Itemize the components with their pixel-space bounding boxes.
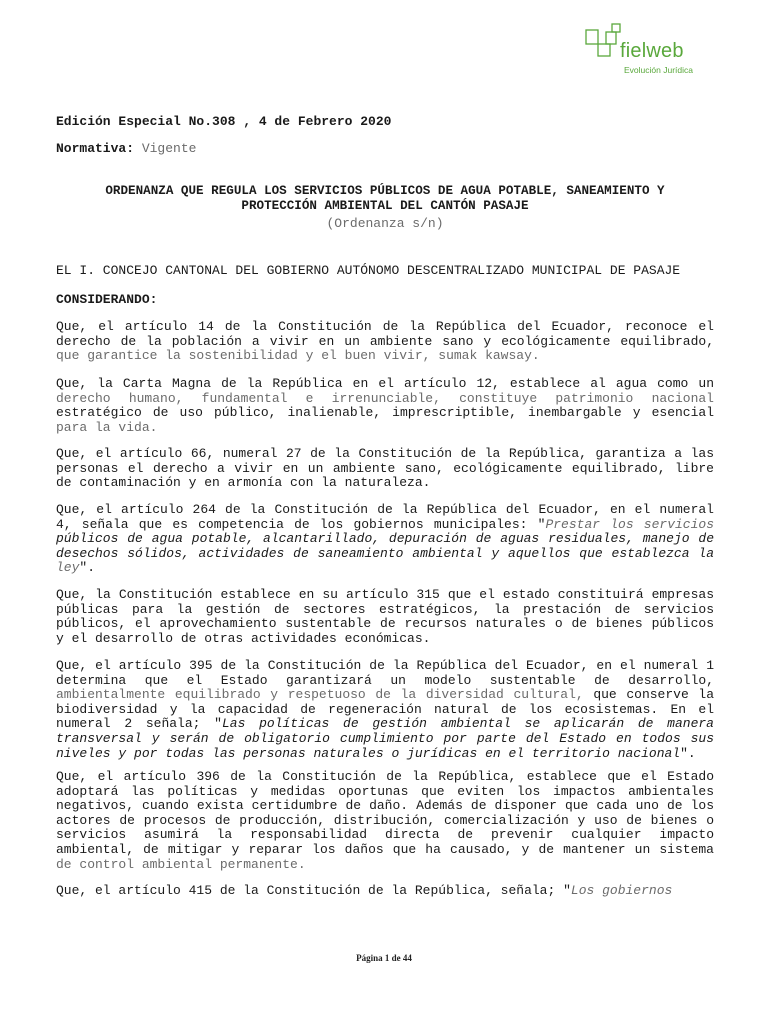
- paragraph-2: [56, 377, 714, 435]
- title-line-1: ORDENANZA QUE REGULA LOS SERVICIOS PÚBLICOS DE AGUA POTABLE, SANEAMIENTO Y: [105, 184, 665, 198]
- p4-quote: públicos de agua potable, alcantarillado, depuración de aguas residuales, manejo de desechos sólidos, actividades de saneamiento ambiental y aquellos que establezca la: [56, 531, 714, 561]
- paragraph-1: [56, 320, 714, 364]
- p2-text-gray-2: para la vida.: [56, 419, 158, 435]
- p4-text: Que, el artículo 264 de la Constitución de la República del Ecuador, en el numeral 4, señala que es competencia de los gobiernos municipales: ": [56, 502, 714, 532]
- logo-tagline: Evolución Jurídica: [624, 65, 693, 75]
- paragraph-4: [56, 503, 714, 576]
- title-line-2: PROTECCIÓN AMBIENTAL DEL CANTÓN PASAJE: [241, 198, 529, 213]
- page-number: Página 1 de 44: [356, 953, 412, 963]
- p6-text: Que, el artículo 395 de la Constitución de la República del Ecuador, en el numeral 1 determina que el Estado garantizará un modelo sustentable de desarrollo,: [56, 658, 714, 688]
- normativa-value: Vigente: [141, 141, 197, 156]
- p6-text-2: que conserve la biodiversidad y la capacidad de regeneración natural de los ecosistemas. En el numeral 2 señala; ": [56, 687, 714, 732]
- p2-text-gray: derecho humano, fundamental e irrenunciable, constituye patrimonio nacional: [56, 390, 714, 406]
- p2-text-2: estratégico de uso público, inalienable, imprescriptible, inembargable y esencial: [56, 405, 714, 421]
- p1-text: Que, el artículo 14 de la Constitución de la República del Ecuador, reconoce el derecho de la población a vivir en un ambiente sano y ecológicamente equilibrado,: [56, 319, 714, 349]
- p6-close: ".: [680, 745, 696, 761]
- p4-close: ".: [79, 560, 96, 576]
- document-title: [56, 184, 714, 213]
- normativa-label: Normativa:: [56, 141, 135, 156]
- normativa-line: [56, 142, 714, 157]
- paragraph-7: [56, 770, 714, 872]
- paragraph-5: Que, la Constitución establece en su artículo 315 que el estado constituirá empresas públicas para la gestión de sectores estratégicos, la prestación de servicios públicos, el aprovechamiento sustentable de recursos naturales o de bienes públicos y el desarrollo de otras actividades económicas.: [56, 587, 714, 646]
- paragraph-6: [56, 659, 714, 761]
- paragraph-3: Que, el artículo 66, numeral 27 de la Constitución de la República, garantiza a las personas el derecho a vivir en un ambiente sano, ecológicamente equilibrado, libre de contaminación y en armonía con la naturaleza.: [56, 446, 714, 491]
- paragraph-8: [56, 884, 714, 899]
- p4-quote-gray: Prestar los servicios: [545, 516, 715, 532]
- fielweb-logo: [584, 22, 704, 78]
- p8-quote: Los gobiernos: [570, 883, 673, 898]
- considerando-heading: CONSIDERANDO:: [56, 292, 158, 307]
- logo-name: fielweb: [620, 40, 684, 62]
- document-subtitle: (Ordenanza s/n): [326, 216, 444, 231]
- p4-quote-end: ley: [56, 560, 80, 576]
- p7-text: Que, el artículo 396 de la Constitución de la República, establece que el Estado adoptará las políticas y medidas oportunas que eviten los impactos ambientales negativos, cuando exista certidumbre de daño. Además de disponer que cada uno de los actores de procesos de producción, distribución, comercialización y uso de bienes o servicios asumirá la responsabilidad directa de prevenir cualquier impacto ambiental, de mitigar y reparar los daños que ha causado, y de mantener un sistema: [56, 769, 714, 857]
- concejo-heading: EL I. CONCEJO CANTONAL DEL GOBIERNO AUTÓNOMO DESCENTRALIZADO MUNICIPAL DE PASAJE: [56, 263, 681, 278]
- p6-quote: Las políticas de gestión ambiental se aplicarán de manera transversal y serán de obligatorio cumplimiento por parte del Estado en todos sus niveles y por todas las personas naturales o jurídicas en el territorio nacional: [56, 716, 714, 761]
- edition-line: Edición Especial No.308 , 4 de Febrero 2020: [56, 114, 392, 129]
- p8-text: Que, el artículo 415 de la Constitución de la República, señala; ": [56, 883, 571, 898]
- p7-text-gray: de control ambiental permanente.: [56, 856, 306, 872]
- p2-text: Que, la Carta Magna de la República en el artículo 12, establece al agua como un: [56, 376, 714, 391]
- p6-text-gray: ambientalmente equilibrado y respetuoso de la diversidad cultural,: [56, 687, 584, 703]
- p1-text-gray: que garantice la sostenibilidad y el buen vivir, sumak kawsay.: [56, 348, 540, 364]
